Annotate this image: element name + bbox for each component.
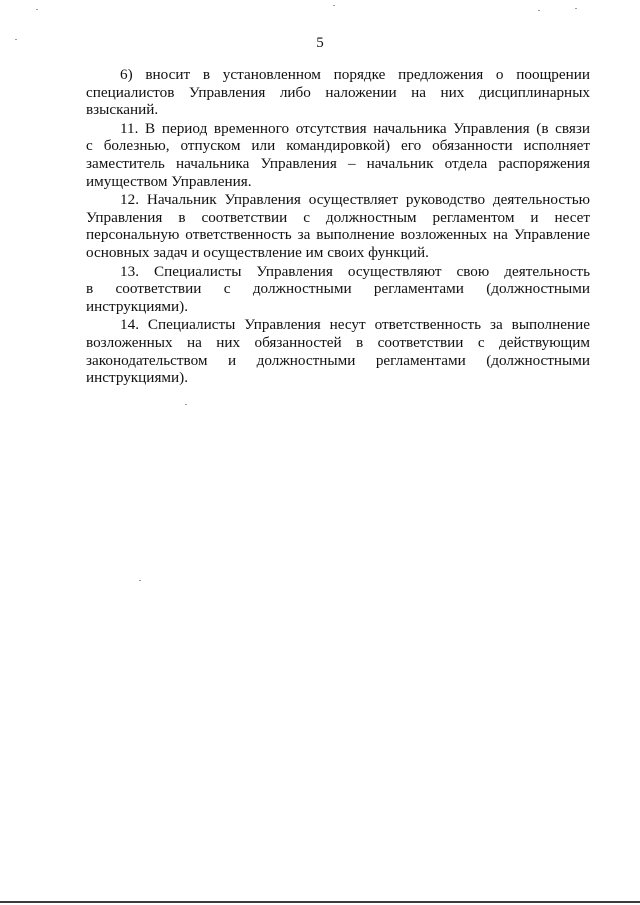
- text-line: в соответствии с должностными регламентами (должностными: [86, 280, 590, 298]
- text-line: 12. Начальник Управления осуществляет руководство деятельностью: [120, 191, 590, 209]
- text-line: основных задач и осуществление им своих функций.: [86, 243, 429, 261]
- text-line: инструкциями).: [86, 297, 189, 315]
- text-line: специалистов Управления либо наложении на них дисциплинарных: [86, 83, 590, 101]
- scan-speck: [185, 404, 187, 405]
- text-line: Управления в соответствии с должностным регламентом и несет: [86, 208, 590, 226]
- text-line: заместитель начальника Управления – начальник отдела распоряжения: [86, 154, 590, 172]
- text-line: персональную ответственность за выполнение возложенных на Управление: [86, 226, 590, 244]
- paragraph-6: [86, 66, 590, 119]
- scan-speck: [333, 5, 335, 6]
- page-number: 5: [316, 35, 324, 51]
- text-line: имуществом Управления.: [86, 172, 252, 190]
- paragraph-13: [86, 263, 590, 316]
- paragraph-11: [86, 120, 590, 190]
- text-line: возложенных на них обязанностей в соответствии с действующим: [86, 333, 590, 351]
- scan-speck: [575, 8, 577, 9]
- text-line: законодательством и должностными регламентами (должностными: [86, 351, 590, 369]
- text-line: 14. Специалисты Управления несут ответственность за выполнение: [120, 316, 590, 334]
- paragraph-14: [86, 316, 590, 386]
- scan-bottom-edge: [0, 901, 640, 903]
- paragraph-12: [86, 191, 590, 261]
- text-line: 11. В период временного отсутствия начальника Управления (в связи: [120, 119, 590, 137]
- text-line: 6) вносит в установленном порядке предложения о поощрении: [120, 66, 590, 83]
- scan-speck: [36, 9, 38, 10]
- document-body: [86, 66, 590, 387]
- scan-speck: [139, 580, 141, 581]
- text-line: взысканий.: [86, 101, 159, 119]
- scan-speck: [538, 10, 540, 11]
- text-line: с болезнью, отпуском или командировкой) его обязанности исполняет: [86, 137, 590, 155]
- text-line: 13. Специалисты Управления осуществляют свою деятельность: [120, 262, 590, 280]
- text-line: инструкциями).: [86, 369, 189, 387]
